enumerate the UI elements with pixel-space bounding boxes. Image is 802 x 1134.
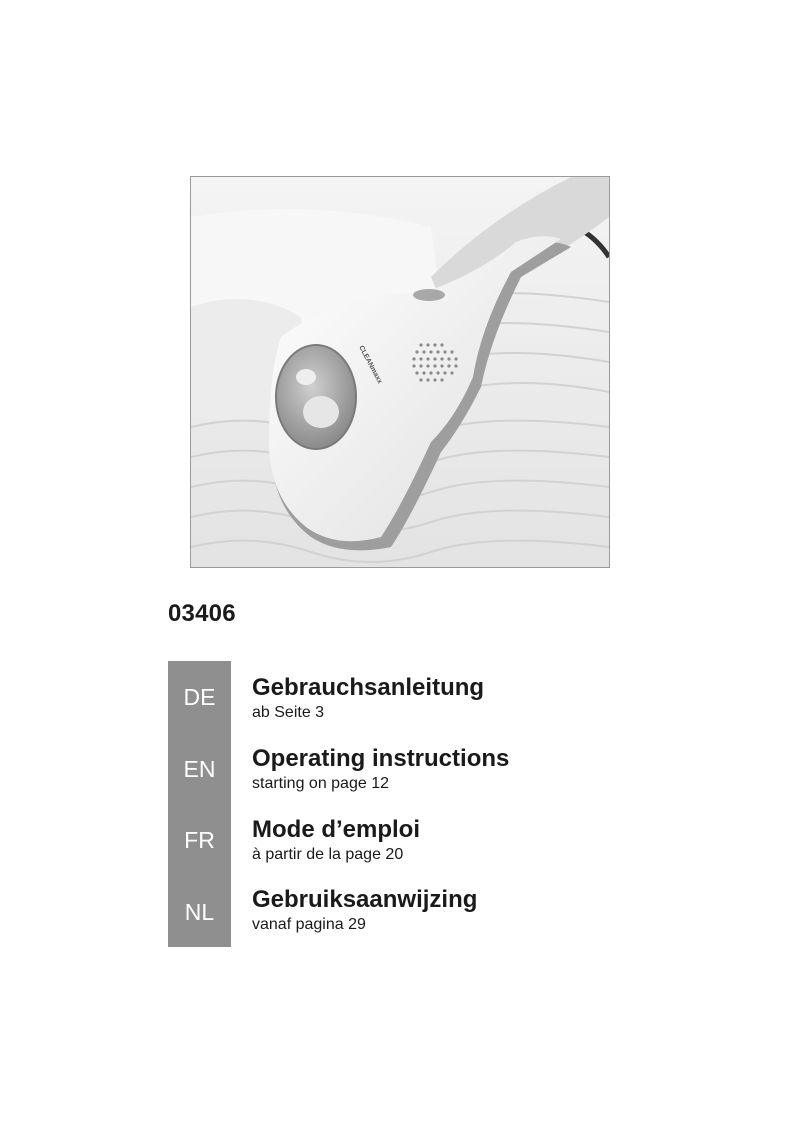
- language-subtitle-nl: vanaf pagina 29: [252, 916, 366, 933]
- language-code-nl: NL: [184, 899, 215, 925]
- language-title-en: Operating instructions: [252, 745, 510, 772]
- language-title-nl: Gebruiksaanwijzing: [252, 886, 478, 913]
- product-photo: [190, 176, 610, 568]
- language-subtitle-de: ab Seite 3: [252, 704, 325, 721]
- device-brand-label: CLEANmaxx: [357, 344, 384, 386]
- vacuum-cleaner-illustration: [191, 177, 609, 567]
- language-code-fr: FR: [184, 827, 215, 853]
- language-title-fr: Mode d’emploi: [252, 816, 420, 843]
- model-number: 03406: [168, 600, 236, 627]
- language-subtitle-fr: à partir de la page 20: [252, 846, 404, 863]
- language-code-de: DE: [183, 684, 216, 710]
- language-title-de: Gebrauchsanleitung: [252, 674, 485, 701]
- language-code-en: EN: [183, 756, 216, 782]
- language-subtitle-en: starting on page 12: [252, 775, 389, 792]
